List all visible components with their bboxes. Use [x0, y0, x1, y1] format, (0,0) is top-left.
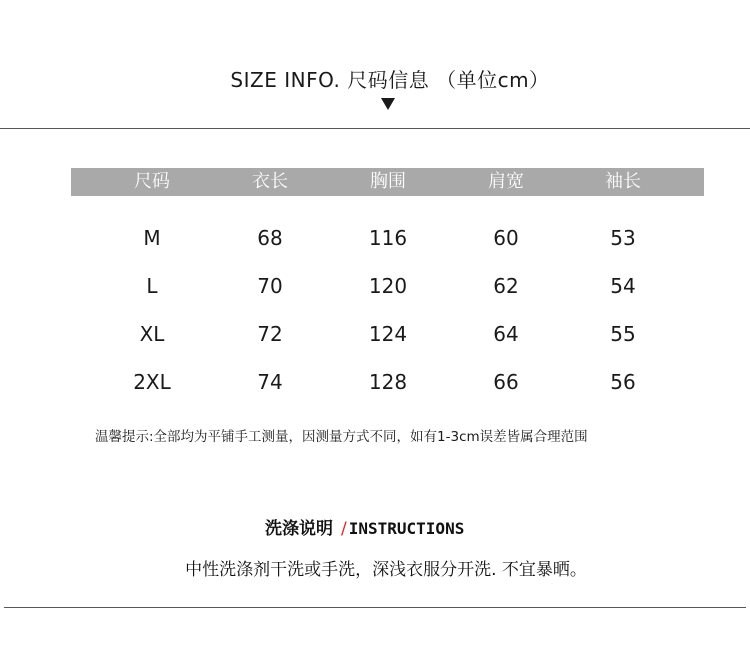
- column-header: 衣长: [252, 171, 288, 192]
- sleeve-cell: 54: [610, 274, 636, 298]
- chest-cell: 120: [368, 274, 408, 298]
- column-header: 袖长: [605, 171, 641, 192]
- length-cell: 74: [257, 370, 283, 394]
- length-cell: 68: [257, 226, 283, 250]
- shoulder-cell: 60: [493, 226, 519, 250]
- size-cell: XL: [139, 322, 165, 346]
- page-title: SIZE INFO. 尺码信息 （单位cm）: [230, 68, 550, 92]
- sleeve-cell: 56: [610, 370, 636, 394]
- shoulder-cell: 62: [493, 274, 519, 298]
- size-cell: 2XL: [133, 370, 171, 394]
- chest-cell: 124: [368, 322, 408, 346]
- column-header: 肩宽: [488, 171, 524, 192]
- triangle-down-icon: [381, 98, 395, 110]
- washing-title-en: INSTRUCTIONS: [348, 519, 465, 538]
- bottom-divider: [4, 607, 746, 608]
- washing-instructions: 中性洗涤剂干洗或手洗，深浅衣服分开洗. 不宜暴晒。: [185, 560, 587, 580]
- size-cell: L: [146, 274, 158, 298]
- sleeve-cell: 55: [610, 322, 636, 346]
- shoulder-cell: 64: [493, 322, 519, 346]
- shoulder-cell: 66: [493, 370, 519, 394]
- slash-accent: /: [341, 519, 347, 539]
- measurement-note: 温馨提示:全部均为平铺手工测量，因测量方式不同，如有1-3cm误差皆属合理范围: [95, 429, 588, 445]
- washing-title-cn: 洗涤说明: [265, 519, 333, 539]
- column-header: 尺码: [134, 171, 170, 192]
- size-cell: M: [143, 226, 161, 250]
- length-cell: 72: [257, 322, 283, 346]
- top-divider: [0, 128, 750, 129]
- sleeve-cell: 53: [610, 226, 636, 250]
- chest-cell: 116: [368, 226, 408, 250]
- column-header: 胸围: [370, 171, 406, 192]
- washing-title: [265, 514, 464, 539]
- length-cell: 70: [257, 274, 283, 298]
- chest-cell: 128: [368, 370, 408, 394]
